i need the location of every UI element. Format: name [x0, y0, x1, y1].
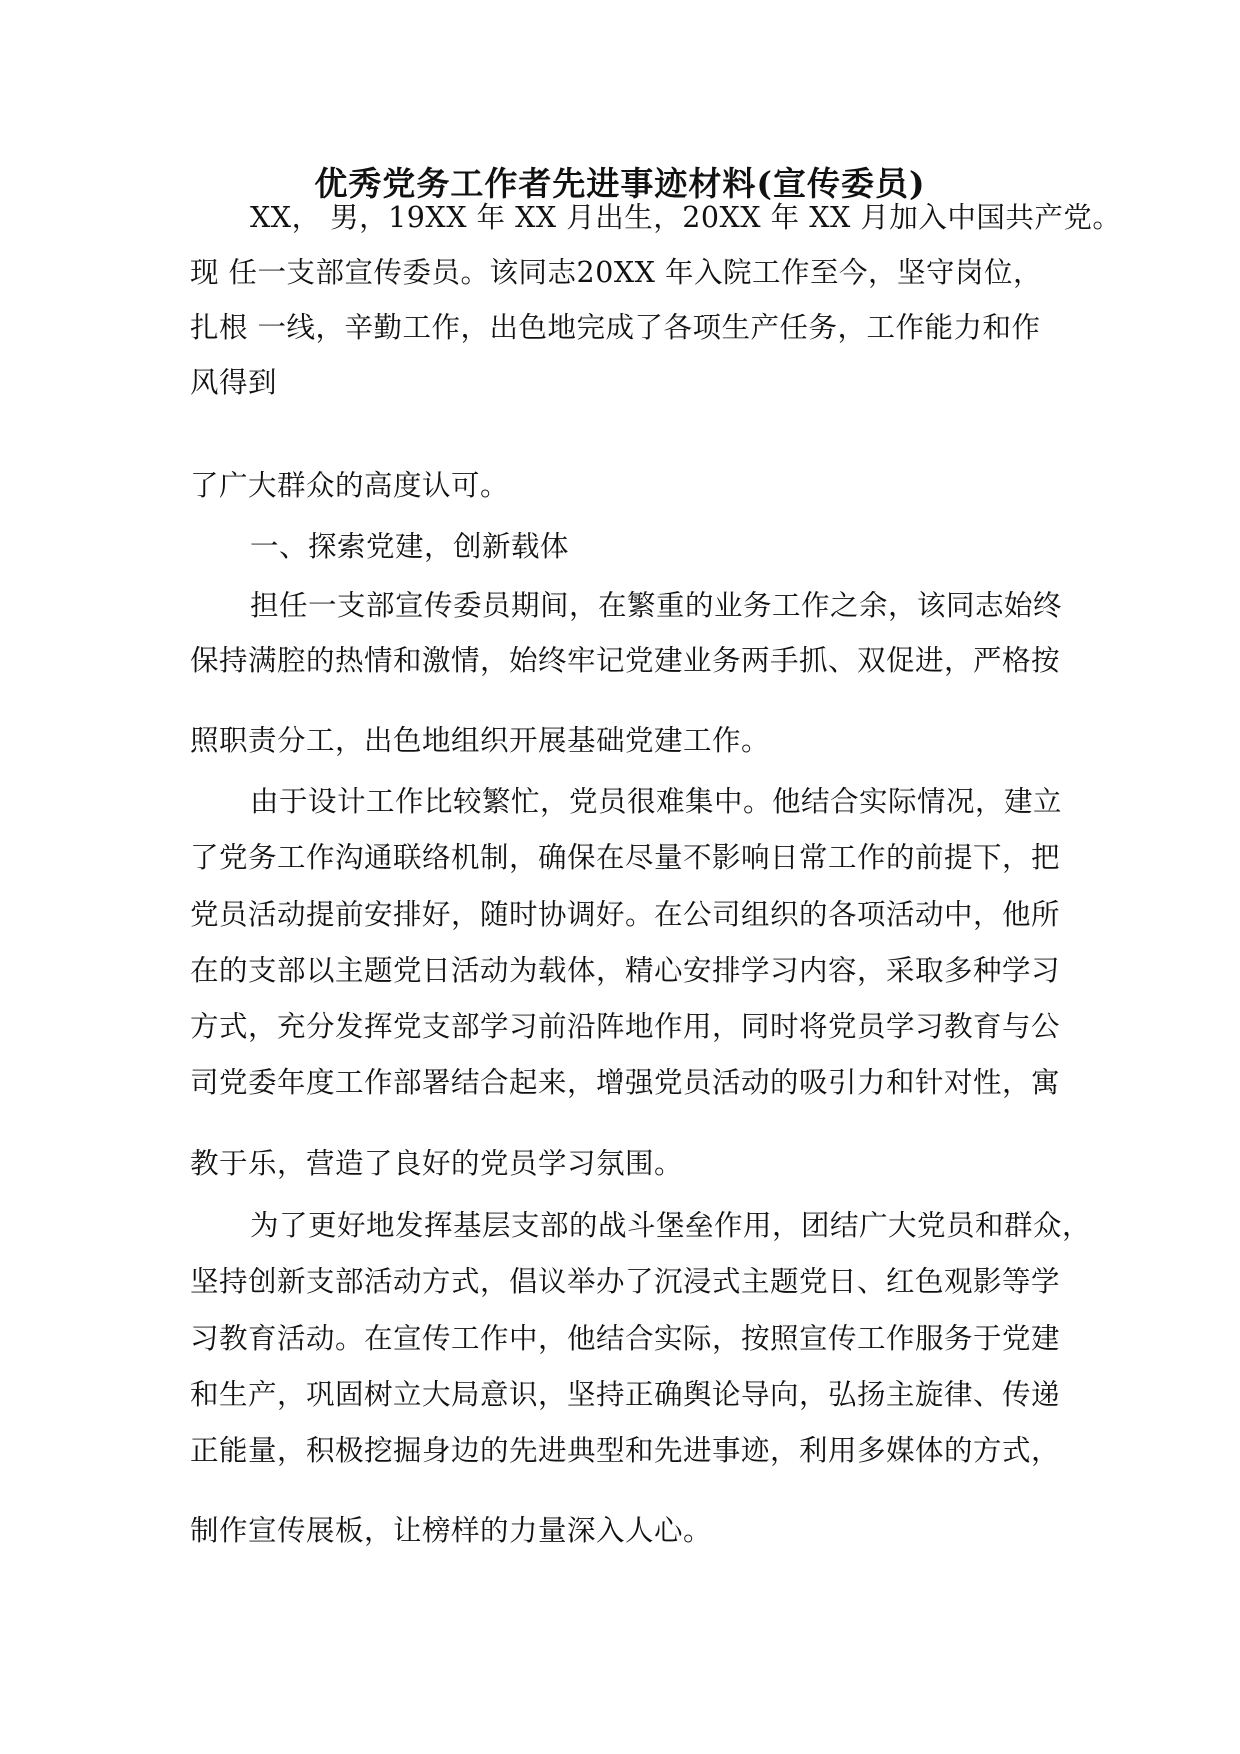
paragraph-line: 习教育活动。在宣传工作中，他结合实际，按照宣传工作服务于党建: [190, 1322, 1061, 1355]
section-heading: 一、探索党建，创新载体: [250, 530, 570, 563]
paragraph-line: 坚持创新支部活动方式，倡议举办了沉浸式主题党日、红色观影等学: [190, 1265, 1061, 1298]
paragraph-line: 司党委年度工作部署结合起来，增强党员活动的吸引力和针对性，寓: [190, 1066, 1061, 1099]
paragraph-line: 制作宣传展板，让榜样的力量深入人心。: [190, 1514, 713, 1547]
paragraph-line: 在的支部以主题党日活动为载体，精心安排学习内容，采取多种学习: [190, 954, 1061, 987]
paragraph-line: 由于设计工作比较繁忙，党员很难集中。他结合实际情况，建立: [250, 785, 1063, 818]
paragraph-line: 方式，充分发挥党支部学习前沿阵地作用，同时将党员学习教育与公: [190, 1010, 1061, 1043]
paragraph-line: 保持满腔的热情和激情，始终牢记党建业务两手抓、双促进，严格按: [190, 644, 1061, 677]
paragraph-line: 扎根 一线，辛勤工作，出色地完成了各项生产任务，工作能力和作: [190, 311, 1041, 344]
paragraph-line: 担任一支部宣传委员期间，在繁重的业务工作之余，该同志始终: [250, 589, 1063, 622]
paragraph-line: 为了更好地发挥基层支部的战斗堡垒作用，团结广大党员和群众，: [250, 1209, 1092, 1242]
paragraph-line: 了党务工作沟通联络机制，确保在尽量不影响日常工作的前提下，把: [190, 841, 1061, 874]
paragraph-line: 和生产，巩固树立大局意识，坚持正确舆论导向，弘扬主旋律、传递: [190, 1378, 1061, 1411]
paragraph-line: 正能量，积极挖掘身边的先进典型和先进事迹，利用多媒体的方式，: [190, 1434, 1061, 1467]
paragraph-line: 教于乐，营造了良好的党员学习氛围。: [190, 1147, 684, 1180]
paragraph-line: 风得到: [190, 366, 278, 399]
paragraph-line: XX， 男，19XX 年 XX 月出生，20XX 年 XX 月加入中国共产党。: [250, 201, 1122, 234]
document-title: 优秀党务工作者先进事迹材料(宣传委员): [314, 164, 926, 203]
paragraph-line: 照职责分工，出色地组织开展基础党建工作。: [190, 724, 771, 757]
paragraph-line: 了广大群众的高度认可。: [190, 469, 510, 502]
paragraph-line: 现 任一支部宣传委员。该同志20XX 年入院工作至今，坚守岗位，: [190, 256, 1042, 289]
paragraph-line: 党员活动提前安排好，随时协调好。在公司组织的各项活动中，他所: [190, 898, 1061, 931]
